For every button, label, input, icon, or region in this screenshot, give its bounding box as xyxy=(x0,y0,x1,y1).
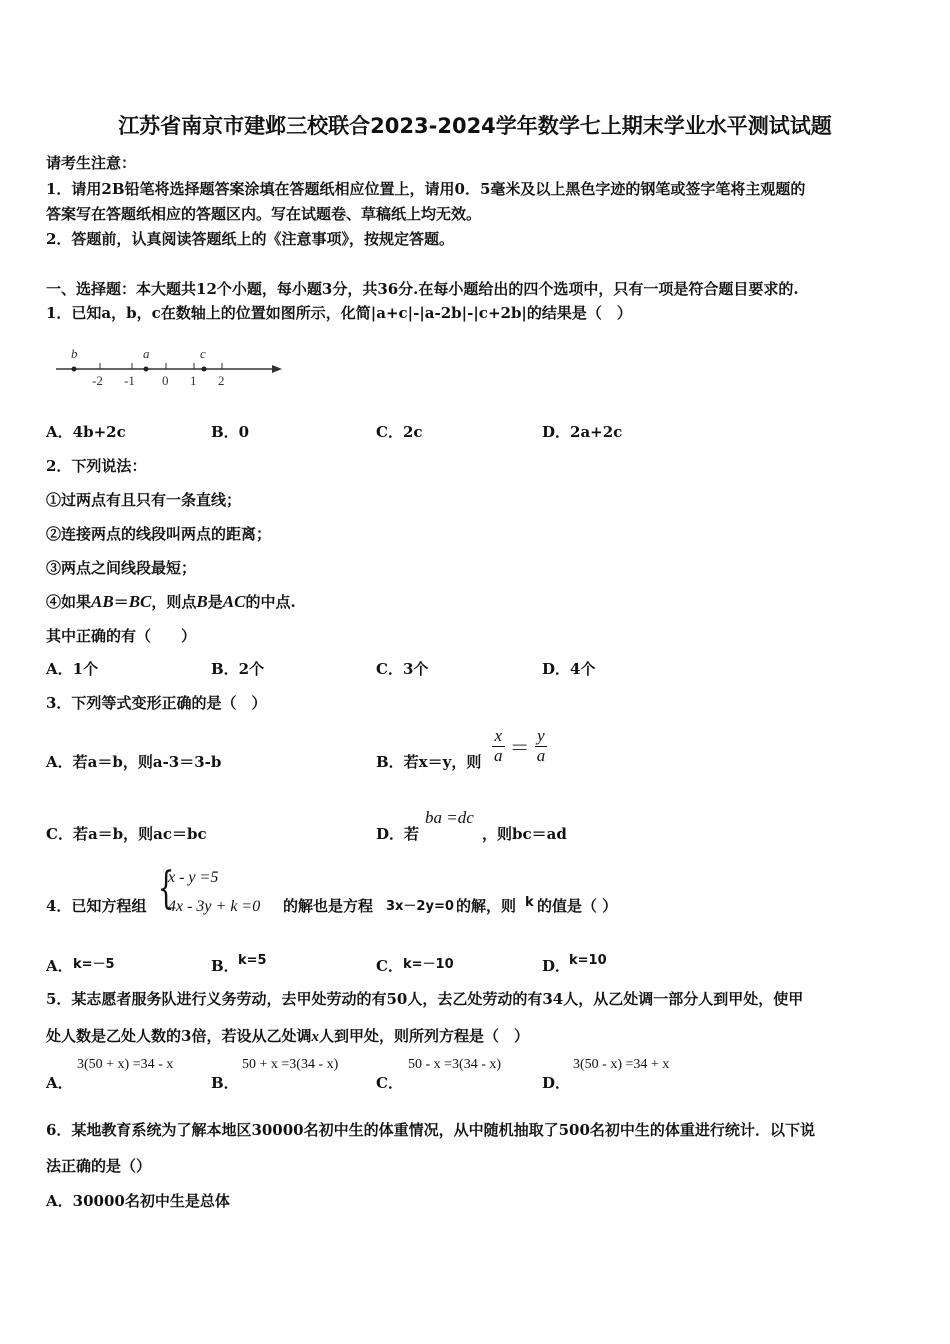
q2-s4-mid2: 是 xyxy=(207,593,223,611)
point-c xyxy=(202,367,207,372)
q3-option-d-prefix[interactable]: D．若 xyxy=(376,825,420,843)
tick-label-0: 0 xyxy=(162,373,169,388)
q5-option-a-expr: 3(50 + x) =34 - x xyxy=(77,1057,174,1072)
question-6-line-1: 6．某地教育系统为了解本地区30000名初中生的体重情况，从中随机抽取了500名初中生的体重进行统计．以下说 xyxy=(46,1121,815,1139)
q1-option-b[interactable]: B．0 xyxy=(211,423,250,441)
point-label-c: c xyxy=(200,346,206,361)
tick-label-1: 1 xyxy=(190,373,197,388)
q3-option-d-suffix: ，则bc＝ad xyxy=(482,825,567,843)
system-brace: { xyxy=(157,863,175,914)
notice-item-1-line-1: 1．请用2B铅笔将选择题答案涂填在答题纸相应位置上，请用0．5毫米及以上黑色字迹的钢笔或签字笔将主观题的 xyxy=(46,180,806,198)
q3-option-b-fractions xyxy=(492,727,547,765)
question-2-stem: 2．下列说法： xyxy=(46,457,147,475)
tick-label-2: 2 xyxy=(218,373,225,388)
tick-label-neg2: -2 xyxy=(92,373,103,388)
q3-option-d-equation: ba =dc xyxy=(425,808,474,827)
q2-s4-ab: AB xyxy=(91,592,114,611)
q2-option-a[interactable]: A．1个 xyxy=(46,660,99,678)
equals-sign: ＝ xyxy=(509,737,530,760)
point-label-a: a xyxy=(143,346,150,361)
q2-option-d[interactable]: D．4个 xyxy=(542,660,596,678)
question-4-suffix: 的值是（ ） xyxy=(537,897,618,915)
q2-s4-b: B xyxy=(196,592,208,611)
q4-option-c-label[interactable]: C． xyxy=(376,957,403,975)
q2-statement-2: ②连接两点的线段叫两点的距离； xyxy=(46,525,272,543)
number-line-arrow xyxy=(272,365,282,373)
q2-statement-4 xyxy=(46,591,296,612)
notice-item-2: 2．答题前，认真阅读答题纸上的《注意事项》，按规定答题。 xyxy=(46,230,454,248)
q1-option-d[interactable]: D．2a+2c xyxy=(542,423,623,441)
q2-statement-3: ③两点之间线段最短； xyxy=(46,559,197,577)
question-3-stem: 3．下列等式变形正确的是（ ） xyxy=(46,694,267,712)
q5-option-c-label[interactable]: C． xyxy=(376,1074,403,1092)
q2-s4-ac: AC xyxy=(222,592,246,611)
q2-statement-1: ①过两点有且只有一条直线； xyxy=(46,491,242,509)
q4-option-a-value: k=－5 xyxy=(73,957,115,972)
q2-s4-bc: BC xyxy=(128,592,152,611)
q2-s4-eq: ＝ xyxy=(113,593,129,611)
question-4-equation-3: 3x－2y=0 xyxy=(386,899,454,914)
point-b xyxy=(72,367,77,372)
q4-option-d-value: k=10 xyxy=(569,953,607,968)
question-4-middle-2: 的解，则 xyxy=(456,897,517,915)
q2-s4-suffix: 的中点. xyxy=(245,593,296,611)
q4-option-a-label[interactable]: A． xyxy=(46,957,73,975)
q6-option-a[interactable]: A．30000名初中生是总体 xyxy=(46,1192,230,1210)
q5-option-c-expr: 50 - x =3(34 - x) xyxy=(408,1057,502,1072)
question-4-k: k xyxy=(525,895,534,910)
q3-option-b-prefix[interactable]: B．若x＝y，则 xyxy=(376,753,482,771)
question-6-line-2: 法正确的是（） xyxy=(46,1157,152,1175)
q2-ask: 其中正确的有（ ） xyxy=(46,627,197,645)
q5-option-d-label[interactable]: D． xyxy=(542,1074,571,1092)
q5-option-b-label[interactable]: B． xyxy=(211,1074,239,1092)
question-5-line-2 xyxy=(46,1025,529,1046)
q4-option-d-label[interactable]: D． xyxy=(542,957,571,975)
q4-option-b-label[interactable]: B． xyxy=(211,957,239,975)
q5-line-2-prefix: 处人数是乙处人数的3倍，若设从乙处调 xyxy=(46,1027,312,1045)
q5-line-2-suffix: 人到甲处，则所列方程是（ ） xyxy=(318,1027,529,1045)
fraction-x-over-a: $\frac{x}{a}$ xyxy=(494,726,503,765)
q5-option-d-expr: 3(50 - x) =34 + x xyxy=(573,1057,670,1072)
section-heading: 一、选择题：本大题共12个小题，每小题3分，共36分.在每小题给出的四个选项中，只有一项是符合题目要求的. xyxy=(46,280,799,298)
notice-heading: 请考生注意： xyxy=(46,154,137,172)
q4-option-b-value: k=5 xyxy=(238,953,267,968)
q2-s4-mid: ，则点 xyxy=(151,593,197,611)
notice-item-1-line-2: 答案写在答题纸相应的答题区内。写在试题卷、草稿纸上均无效。 xyxy=(46,205,482,223)
point-label-b: b xyxy=(71,346,78,361)
q5-variable-x: x xyxy=(311,1029,319,1045)
system-equation-1: x - y =5 xyxy=(168,869,219,886)
question-4-middle: 的解也是方程 xyxy=(283,897,374,915)
question-4-prefix: 4．已知方程组 xyxy=(46,897,147,915)
q5-option-a-label[interactable]: A． xyxy=(46,1074,73,1092)
q1-option-a[interactable]: A．4b+2c xyxy=(46,423,126,441)
q3-option-c[interactable]: C．若a＝b，则ac＝bc xyxy=(46,825,207,843)
fraction-y-over-a: $\frac{y}{a}$ xyxy=(536,726,546,765)
point-a xyxy=(144,367,149,372)
tick-label-neg1: -1 xyxy=(124,373,135,388)
number-line-figure xyxy=(50,340,290,392)
q1-option-c[interactable]: C．2c xyxy=(376,423,423,441)
system-equation-2: 4x - 3y + k =0 xyxy=(168,898,261,915)
q2-option-b[interactable]: B．2个 xyxy=(211,660,265,678)
q4-option-c-value: k=－10 xyxy=(403,957,454,972)
page-title: 江苏省南京市建邺三校联合2023-2024学年数学七上期末学业水平测试试题 xyxy=(118,114,832,138)
q3-option-a[interactable]: A．若a＝b，则a-3＝3-b xyxy=(46,753,222,771)
question-5-line-1: 5．某志愿者服务队进行义务劳动，去甲处劳动的有50人，去乙处劳动的有34人，从乙处调一部分人到甲处，使甲 xyxy=(46,990,804,1008)
q2-s4-prefix: ④如果 xyxy=(46,593,92,611)
q2-option-c[interactable]: C．3个 xyxy=(376,660,429,678)
question-1-stem: 1．已知a，b，c在数轴上的位置如图所示，化简|a+c|-|a-2b|-|c+2b|的结果是（ ） xyxy=(46,304,632,322)
q5-option-b-expr: 50 + x =3(34 - x) xyxy=(242,1057,339,1072)
